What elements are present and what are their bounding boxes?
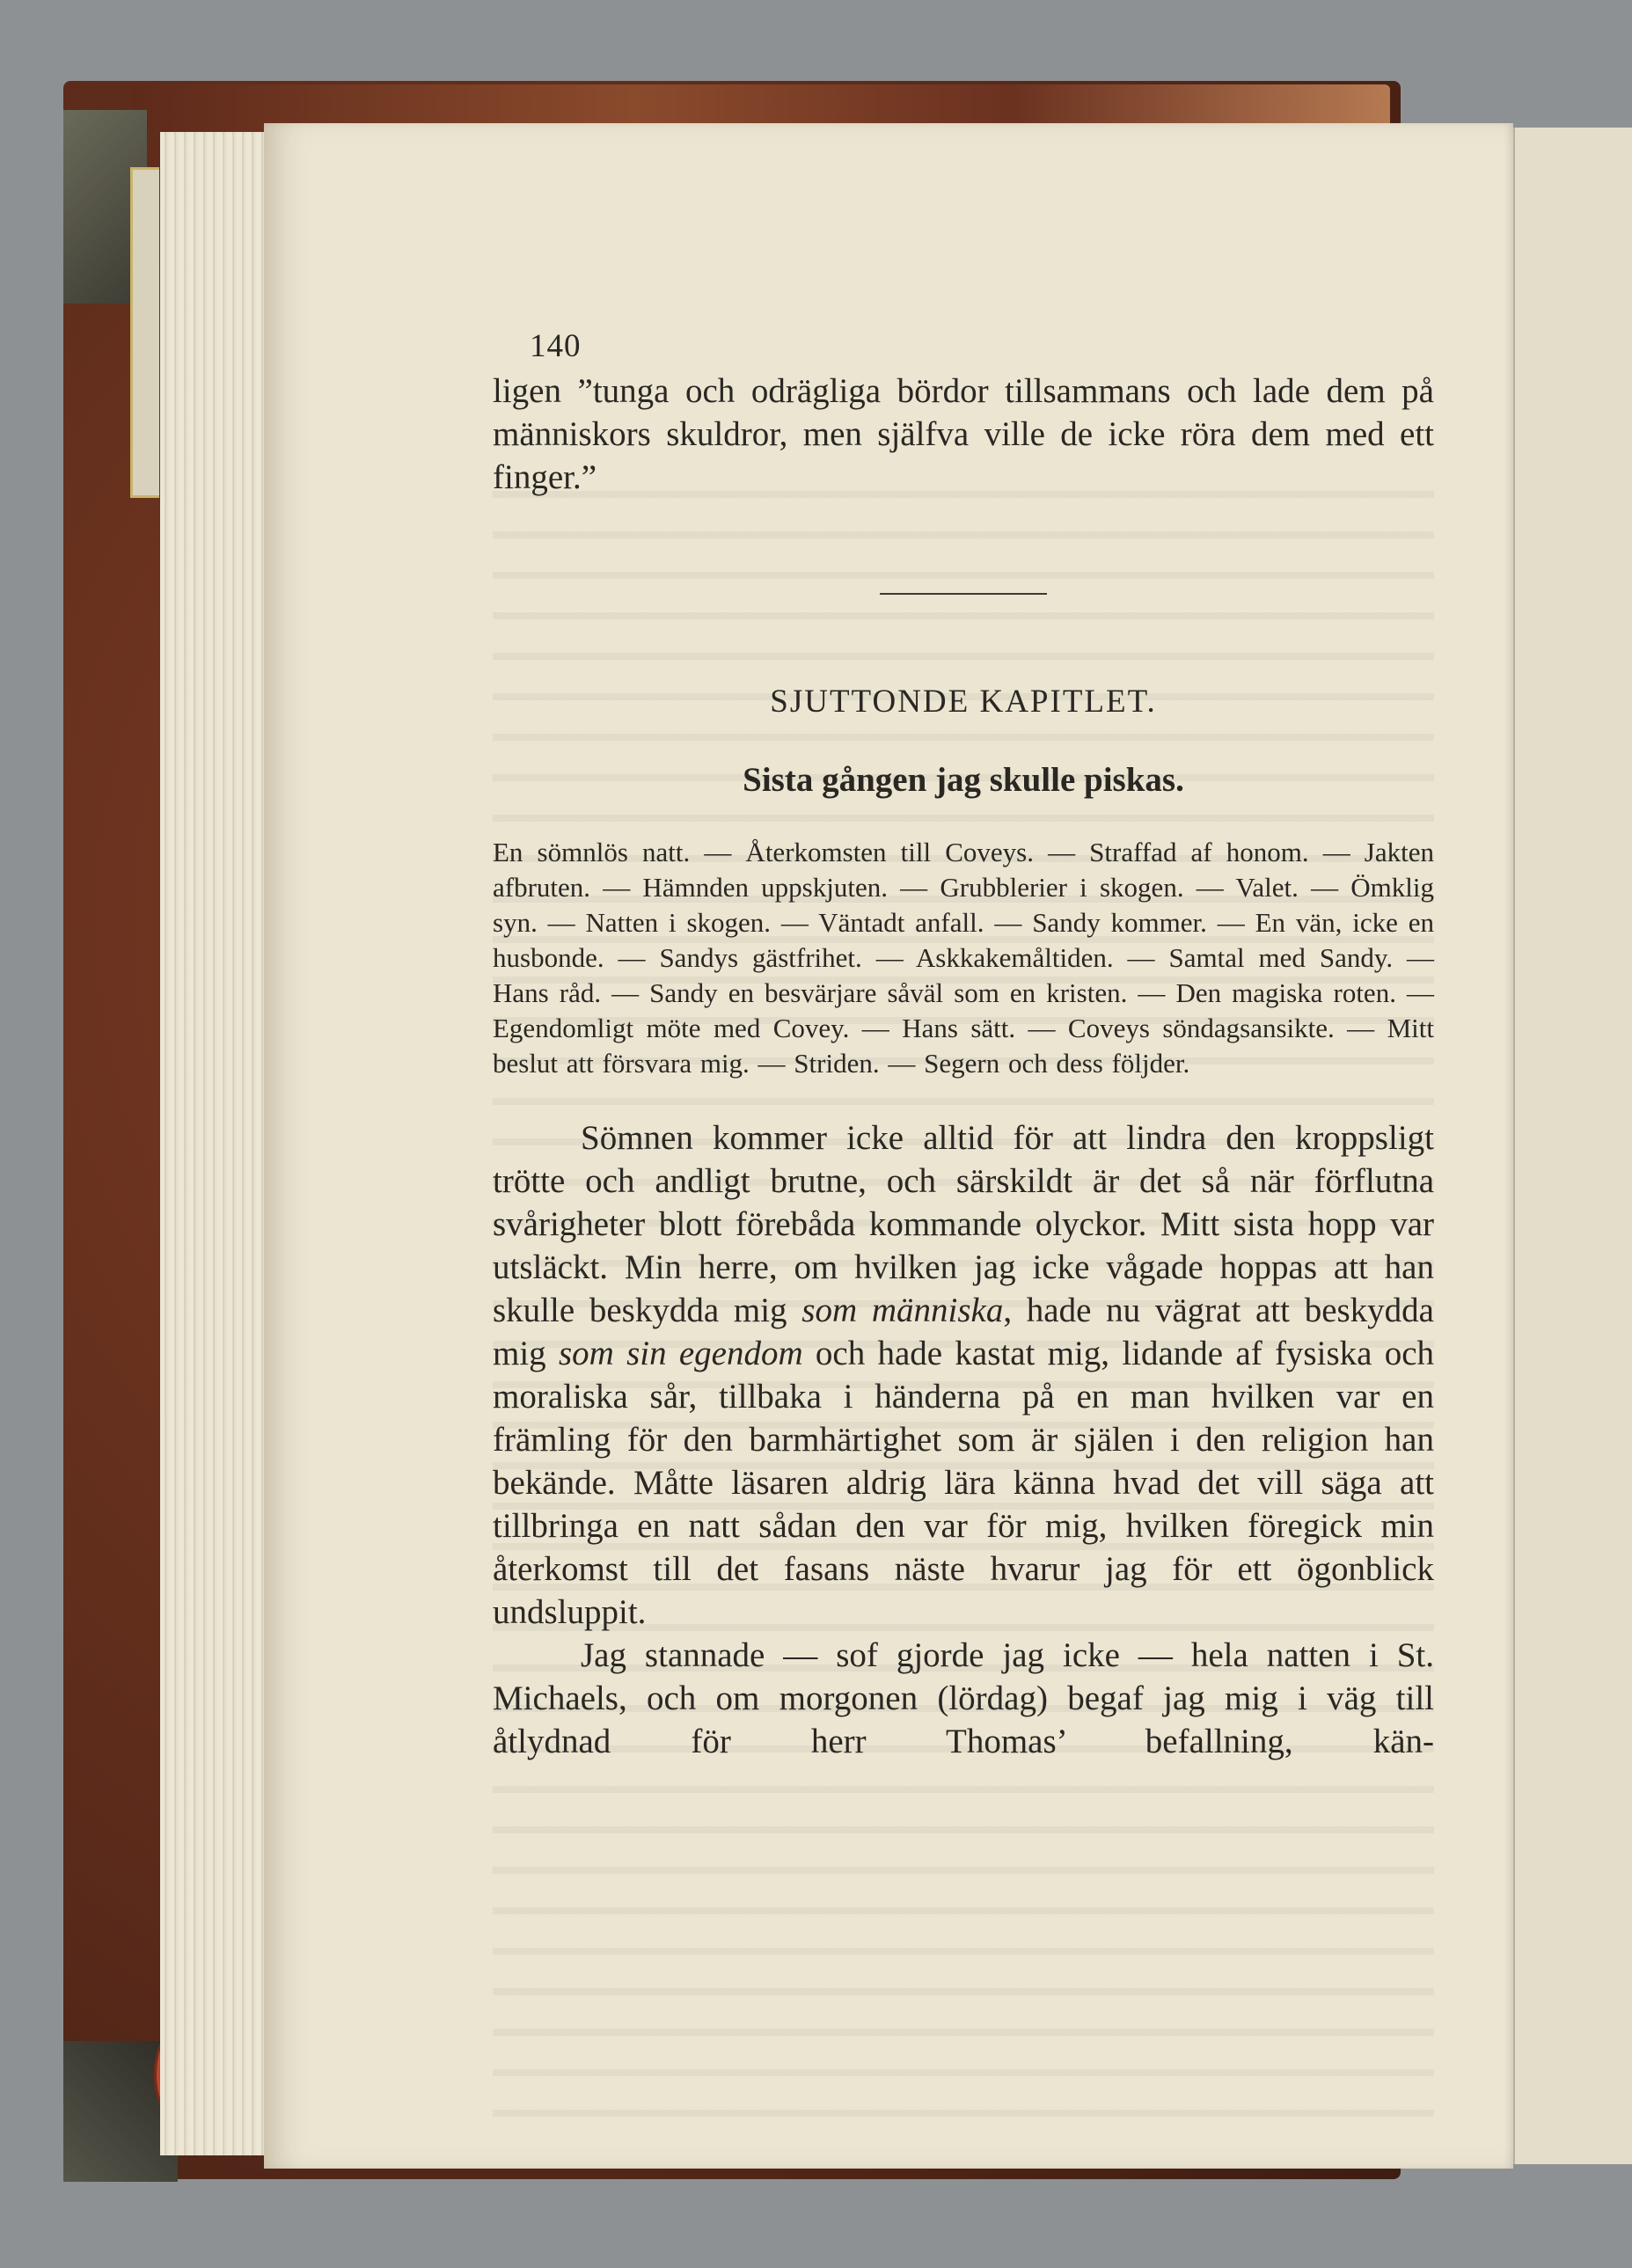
spine-label (130, 167, 159, 498)
emphasis-text: som sin egendom (558, 1335, 803, 1372)
body-text: Sömnen kommer icke alltid för att lindra den kroppsligt trötte och andligt brutne, och särskildt är det så när förflutna svårigheter blott förebåda kommande olyckor. Mitt sista hopp var utsläckt. Min herre, om hvilken jag icke vågade hoppas att han skulle beskydda mig (493, 1119, 1434, 1329)
chapter-title: Sista gången jag skulle piskas. (743, 761, 1184, 799)
body-text: , hade nu vägrat att beskydda mig (493, 1291, 1434, 1372)
section-divider (880, 593, 1047, 595)
body-paragraph-2: Jag stannade — sof gjorde jag icke — hela natten i St. Michaels, och om morgonen (lördag) begaf jag mig i väg till åtlydnad för herr Thomas’ befallning, kän- (493, 1636, 1434, 1760)
chapter-summary: En sömnlös natt. — Återkomsten till Coveys. — Straffad af honom. — Jakten afbruten. — Hämnden uppskjuten. — Grubblerier i skogen. — Valet. — Ömklig syn. — Natten i skogen. — Väntadt anfall. — Sandy kommer. — En vän, icke en husbonde. — Sandys gästfrihet. — Askkakemåltiden. — Samtal med Sandy. — Hans råd. — Sandy en besvärjare såväl som en kristen. — Den magiska roten. — Egendomligt möte med Covey. — Hans sätt. — Coveys söndagsansikte. — Mitt beslut att försvara mig. — Striden. — Segern och dess följder. (493, 837, 1434, 1079)
body-paragraph-1 (493, 1116, 1434, 1634)
emphasis-text: som människa (801, 1291, 1004, 1329)
text-block (493, 369, 1434, 1806)
opening-paragraph: ligen ”tunga och odrägliga bördor tillsammans och lade dem på människors skuldror, men själfva ville de icke röra dem med ett finger.” (493, 372, 1434, 496)
body-text: och hade kastat mig, lidande af fysiska och moraliska sår, tillbaka i händerna på en man hvilken var en främling för den barmhärtighet som är själen i den religion han bekände. Måtte läsaren aldrig lära känna hvad det vill säga att tillbringa en natt sådan den var för mig, hvilken föregick min återkomst till det fasans näste hvarur jag för ett ögonblick undsluppit. (493, 1335, 1435, 1631)
page-number: 140 (530, 328, 582, 364)
next-page-edge (1513, 128, 1632, 2164)
chapter-heading: SJUTTONDE KAPITLET. (770, 684, 1157, 720)
